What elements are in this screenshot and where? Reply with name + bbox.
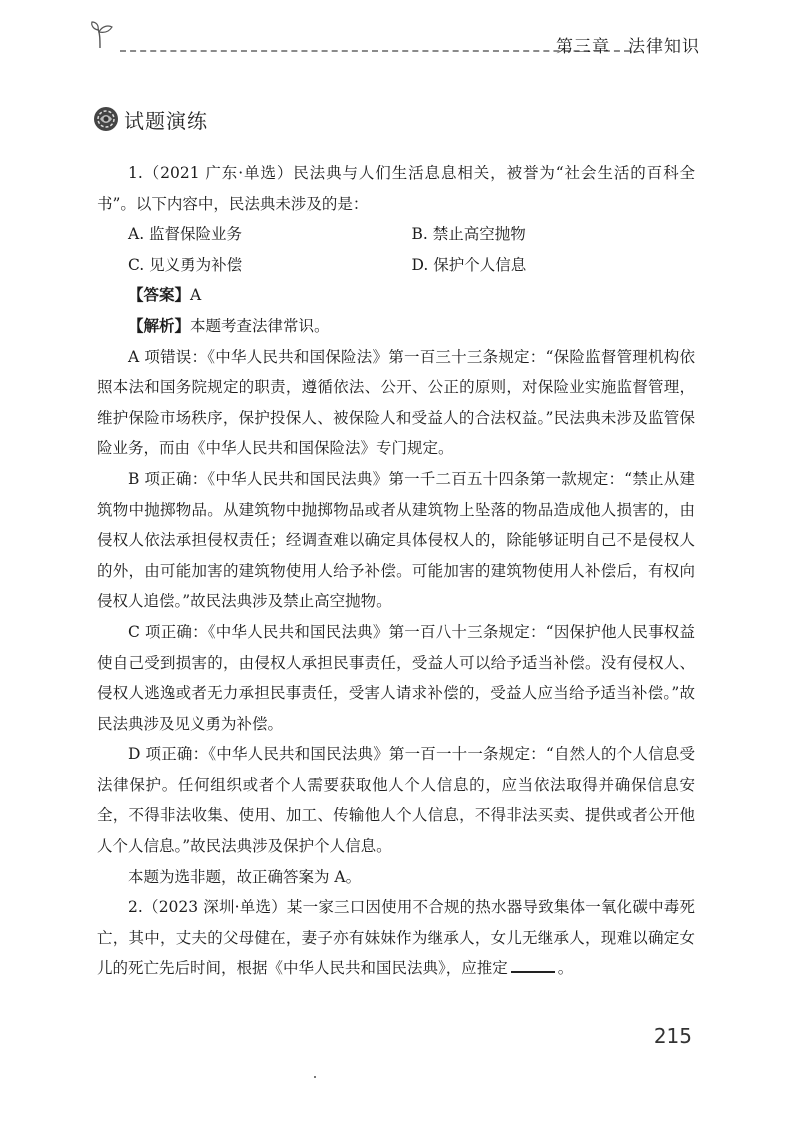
answer-label: 【答案】 xyxy=(128,285,191,305)
q1-options xyxy=(97,219,695,280)
page-number: 215 xyxy=(653,1024,692,1048)
analysis-para-a: A 项错误：《中华人民共和国保险法》第一百三十三条规定：“保险监督管理机构依照本法和国务院规定的职责，遵循依法、公开、公正的原则，对保险业实施监督管理，维护保险市场秩序，保护投保人、被保险人和受益人的合法权益。”民法典未涉及监管保险业务，而由《中华人民共和国保险法》专门规定。 xyxy=(97,347,695,458)
option-b: B. 禁止高空抛物 xyxy=(411,225,526,244)
q2-stem-end: 。 xyxy=(557,959,574,978)
conclusion: 本题为选非题，故正确答案为 A。 xyxy=(128,867,362,886)
q2-stem-block xyxy=(97,892,695,984)
running-header xyxy=(90,20,700,56)
answer-line xyxy=(97,280,695,311)
answer-value: A xyxy=(190,286,202,305)
option-d: D. 保护个人信息 xyxy=(411,255,527,274)
q2-stem: 2.（2023 深圳·单选）某一家三口因使用不合规的热水器导致集体一氧化碳中毒死亡，其中，丈夫的父母健在，妻子亦有妹妹作为继承人，女儿无继承人，现难以确定女儿的死亡先后时间，根据《中华人民共和国民法典》，应推定 xyxy=(97,898,695,978)
analysis-para-b: B 项正确：《中华人民共和国民法典》第一千二百五十四条第一款规定：“禁止从建筑物中抛掷物品。从建筑物中抛掷物品或者从建筑物上坠落的物品造成他人损害的，由侵权人依法承担侵权责任；经调查难以确定具体侵权人的，除能够证明自己不是侵权人的外，由可能加害的建筑物使用人给予补偿。可能加害的建筑物使用人补偿后，有权向侵权人追偿。”故民法典涉及禁止高空抛物。 xyxy=(97,469,695,611)
analysis-para-c: C 项正确：《中华人民共和国民法典》第一百八十三条规定：“因保护他人民事权益使自己受到损害的，由侵权人承担民事责任，受益人可以给予适当补偿。没有侵权人、侵权人逃逸或者无力承担民事责任，受害人请求补偿的，受益人应当给予适当补偿。”故民法典涉及见义勇为补偿。 xyxy=(97,622,695,733)
chapter-title: 第三章 法律知识 xyxy=(556,37,700,57)
section-title: 试题演练 xyxy=(124,108,208,133)
option-c: C. 见义勇为补偿 xyxy=(128,255,243,274)
option-a: A. 监督保险业务 xyxy=(128,225,243,244)
ornament-icon xyxy=(92,105,120,133)
analysis-label: 【解析】 xyxy=(128,315,191,335)
analysis-text: 本题考查法律常识。 xyxy=(190,316,330,335)
question-content xyxy=(97,158,695,984)
header-rule xyxy=(120,50,630,52)
section-heading xyxy=(92,104,208,134)
analysis-para-d: D 项正确：《中华人民共和国民法典》第一百一十一条规定：“自然人的个人信息受法律保护。任何组织或者个人需要获取他人个人信息的，应当依法取得并确保信息安全，不得非法收集、使用、加工、传输他人个人信息，不得非法买卖、提供或者公开他人个人信息。”故民法典涉及保护个人信息。 xyxy=(97,745,695,856)
sprout-icon xyxy=(90,20,118,50)
answer-blank xyxy=(511,953,555,973)
q1-stem: 1.（2021 广东·单选）民法典与人们生活息息相关，被誉为“社会生活的百科全书”。以下内容中，民法典未涉及的是： xyxy=(97,164,695,213)
analysis-line xyxy=(97,311,695,342)
scan-speck xyxy=(314,1076,316,1078)
